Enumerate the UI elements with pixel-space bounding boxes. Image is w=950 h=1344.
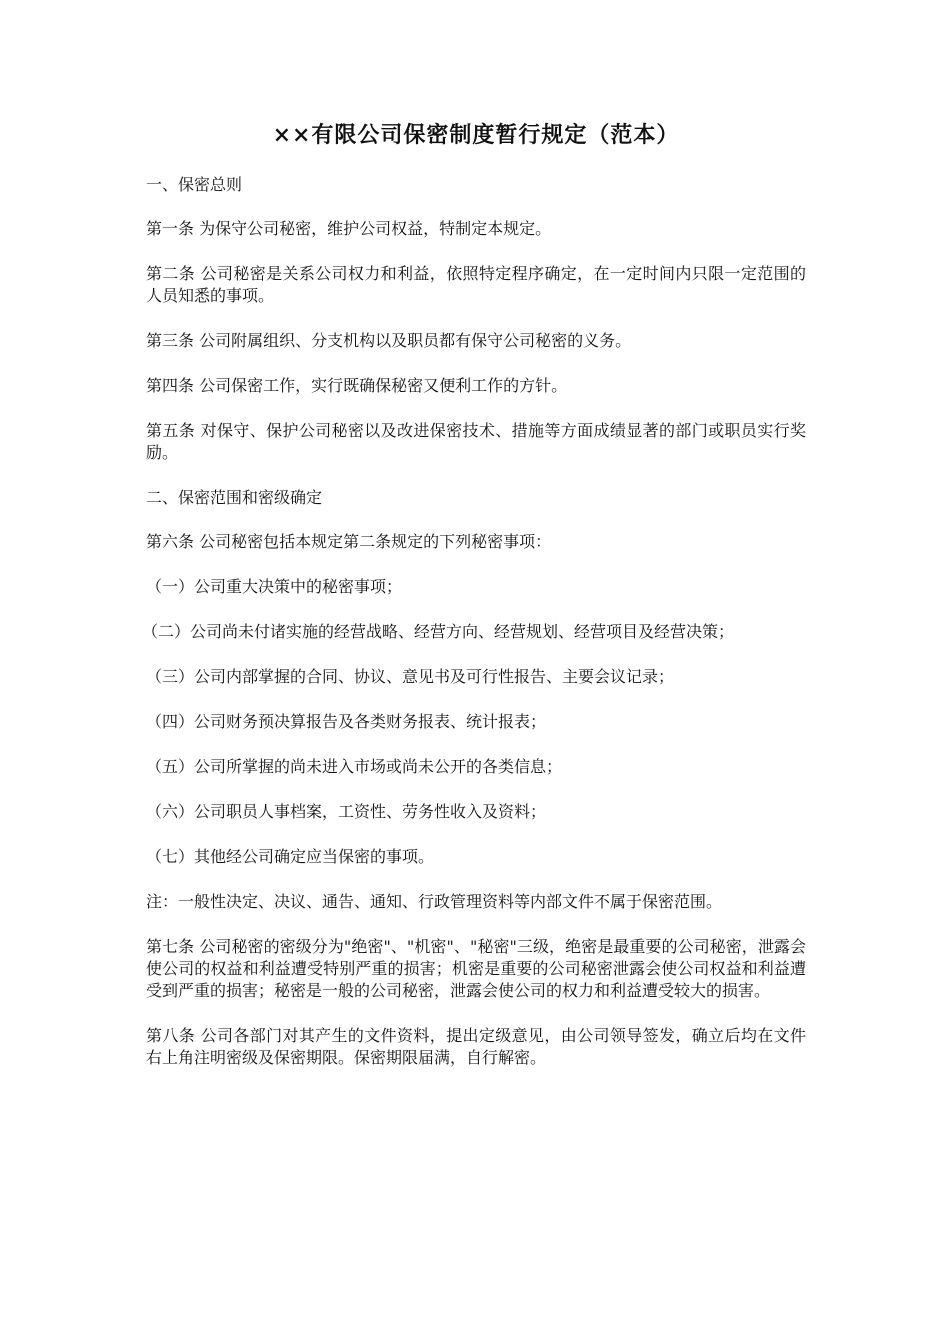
list-item-7: （七）其他经公司确定应当保密的事项。 [146,847,435,866]
list-item-5: （五）公司所掌握的尚未进入市场或尚未公开的各类信息； [146,757,563,776]
list-item-2: （二）公司尚未付诸实施的经营战略、经营方向、经营规划、经营项目及经营决策； [142,622,735,641]
article-8: 第八条 公司各部门对其产生的文件资料，提出定级意见，由公司领导签发，确立后均在文件右上角注明密级及保密期限。保密期限届满，自行解密。 [146,1026,806,1067]
article-3: 第三条 公司附属组织、分支机构以及职员都有保守公司秘密的义务。 [146,331,632,350]
list-item-3: （三）公司内部掌握的合同、协议、意见书及可行性报告、主要会议记录； [146,667,675,686]
list-item-6: （六）公司职员人事档案，工资性、劳务性收入及资料； [146,802,547,821]
document-body [142,118,806,1092]
article-7: 第七条 公司秘密的密级分为"绝密"、"机密"、"秘密"三级，绝密是最重要的公司秘密，泄露会使公司的权益和利益遭受特别严重的损害；机密是重要的公司秘密泄露会使公司权益和利益遭受到严重的损害；秘密是一般的公司秘密，泄露会使公司的权力和利益遭受较大的损害。 [146,937,806,1000]
list-item-1: （一）公司重大决策中的秘密事项； [146,577,403,596]
article-2: 第二条 公司秘密是关系公司权力和利益，依照特定程序确定，在一定时间内只限一定范围的人员知悉的事项。 [146,264,806,305]
list-item-4: （四）公司财务预决算报告及各类财务报表、统计报表； [146,712,547,731]
document-title: ××有限公司保密制度暂行规定（范本） [272,122,680,148]
article-5: 第五条 对保守、保护公司秘密以及改进保密技术、措施等方面成绩显著的部门或职员实行奖励。 [146,421,806,462]
article-1: 第一条 为保守公司秘密，维护公司权益，特制定本规定。 [146,219,552,238]
section-heading-general: 一、保密总则 [146,175,243,194]
article-4: 第四条 公司保密工作，实行既确保秘密又便利工作的方针。 [146,376,568,395]
note: 注：一般性决定、决议、通告、通知、行政管理资料等内部文件不属于保密范围。 [146,892,723,911]
article-6: 第六条 公司秘密包括本规定第二条规定的下列秘密事项： [146,532,552,551]
section-heading-scope: 二、保密范围和密级确定 [146,488,323,507]
